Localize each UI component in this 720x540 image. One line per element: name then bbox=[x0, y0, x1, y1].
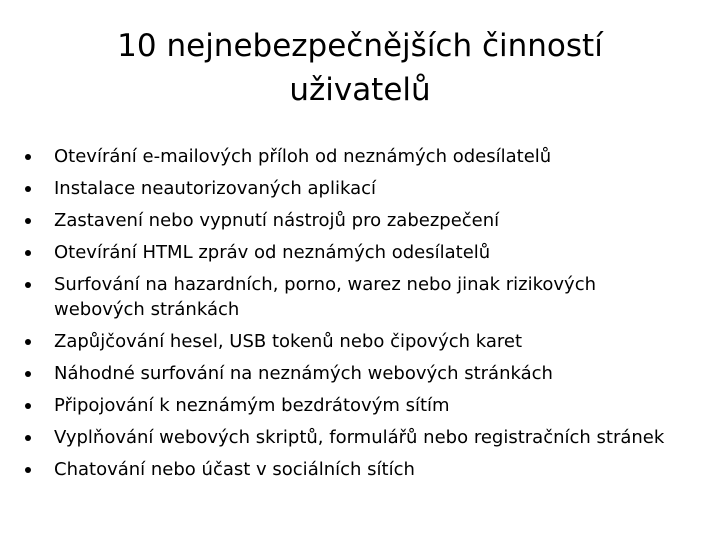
slide-title-line: uživatelů bbox=[289, 72, 431, 108]
list-item-line: Zastavení nebo vypnutí nástrojů pro zabezpečení bbox=[54, 210, 500, 231]
list-item bbox=[22, 208, 717, 233]
list-item bbox=[22, 272, 717, 322]
list-item-line: Chatování nebo účast v sociálních sítích bbox=[54, 459, 415, 480]
list-item-text bbox=[54, 361, 717, 386]
bullet-icon bbox=[25, 467, 31, 473]
bullet-icon bbox=[25, 282, 31, 288]
list-item-text bbox=[54, 393, 717, 418]
list-item bbox=[22, 144, 717, 169]
list-item-line: Připojování k neznámým bezdrátovým sítím bbox=[54, 395, 450, 416]
list-item-text bbox=[54, 272, 717, 322]
list-item-line: Surfování na hazardních, porno, warez nebo jinak rizikových bbox=[54, 274, 597, 295]
bullet-icon bbox=[25, 154, 31, 160]
bullet-icon bbox=[25, 186, 31, 192]
list-item bbox=[22, 240, 717, 265]
list-item-text bbox=[54, 144, 717, 169]
bullet-icon bbox=[25, 339, 31, 345]
bullet-list bbox=[22, 144, 717, 489]
list-item bbox=[22, 361, 717, 386]
list-item-line: Otevírání e-mailových příloh od neznámých odesílatelů bbox=[54, 146, 552, 167]
list-item-line: Zapůjčování hesel, USB tokenů nebo čipových karet bbox=[54, 331, 523, 352]
slide-title bbox=[36, 24, 684, 112]
bullet-icon bbox=[25, 371, 31, 377]
list-item-line: Otevírání HTML zpráv od neznámých odesílatelů bbox=[54, 242, 491, 263]
list-item-line: webových stránkách bbox=[54, 299, 240, 320]
list-item bbox=[22, 176, 717, 201]
slide-title-line: 10 nejnebezpečnějších činností bbox=[117, 28, 603, 64]
list-item-line: Náhodné surfování na neznámých webových stránkách bbox=[54, 363, 553, 384]
list-item-text bbox=[54, 176, 717, 201]
list-item bbox=[22, 457, 717, 482]
bullet-icon bbox=[25, 435, 31, 441]
list-item bbox=[22, 393, 717, 418]
list-item bbox=[22, 425, 717, 450]
list-item-text bbox=[54, 208, 717, 233]
bullet-icon bbox=[25, 403, 31, 409]
list-item bbox=[22, 329, 717, 354]
list-item-text bbox=[54, 329, 717, 354]
list-item-text bbox=[54, 240, 717, 265]
list-item-line: Vyplňování webových skriptů, formulářů nebo registračních stránek bbox=[54, 427, 665, 448]
list-item-text bbox=[54, 425, 717, 450]
bullet-icon bbox=[25, 250, 31, 256]
bullet-icon bbox=[25, 218, 31, 224]
list-item-text bbox=[54, 457, 717, 482]
list-item-line: Instalace neautorizovaných aplikací bbox=[54, 178, 377, 199]
